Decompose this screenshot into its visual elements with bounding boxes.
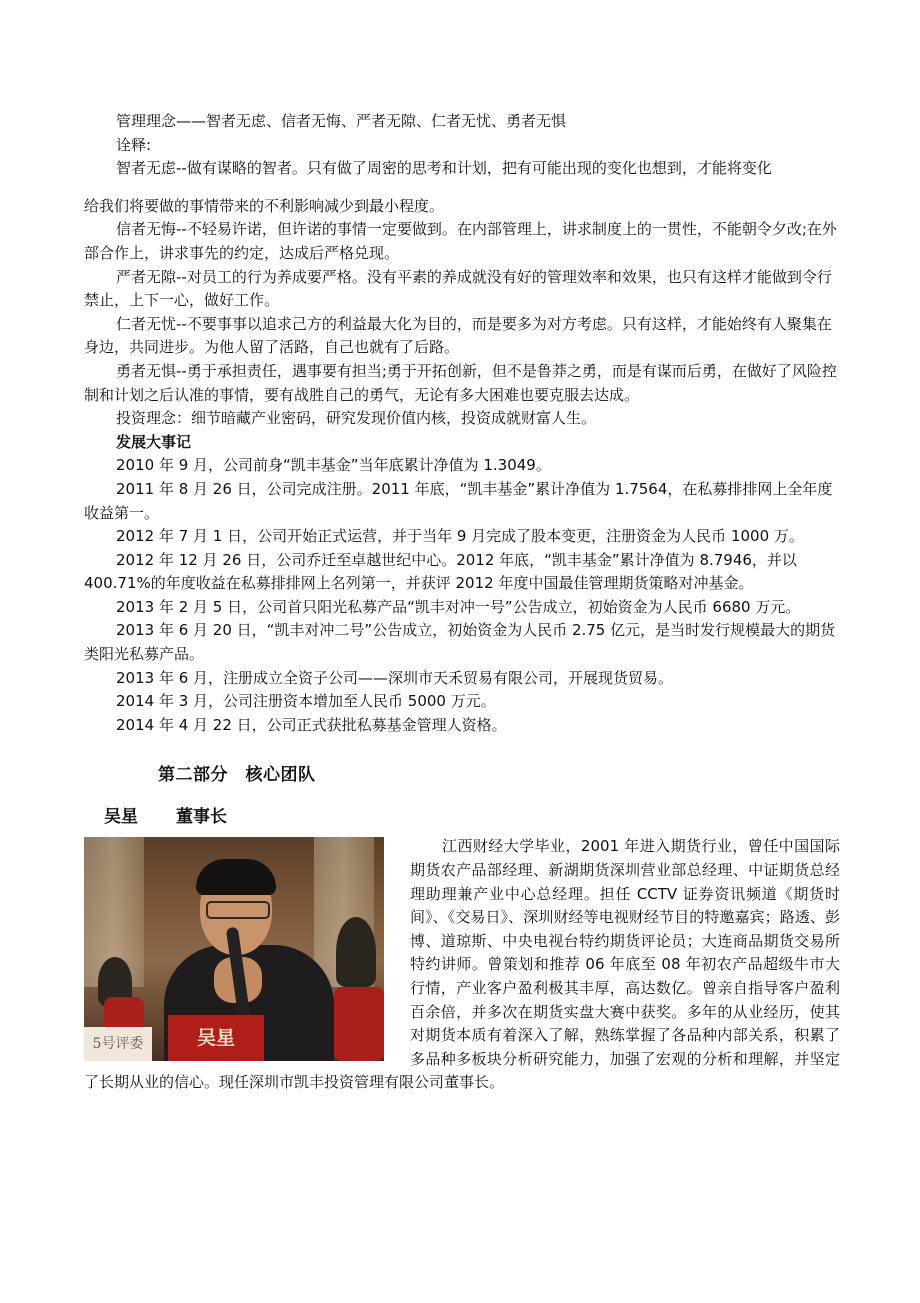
event-item: 2011 年 8 月 26 日，公司完成注册。2011 年底，“凯丰基金”累计净值为 1.7564，在私募排排网上全年度收益第一。 [84, 479, 833, 522]
event-item: 2012 年 7 月 1 日，公司开始正式运营，并于当年 9 月完成了股本变更，注册资金为人民币 1000 万。 [116, 527, 804, 546]
member-role: 董事长 [176, 807, 227, 828]
judge-name-card: 5号评委 [84, 1027, 152, 1061]
speaker-name-card: 吴星 [168, 1015, 264, 1061]
yong-paragraph: 勇者无惧--勇于承担责任，遇事要有担当;勇于开拓创新，但不是鲁莽之勇，而是有谋而后勇，在做好了风险控制和计划之后认准的事情，要有战胜自己的勇气，无论有多大困难也要克服去达成。 [84, 361, 837, 404]
section-title: 第二部分 核心团队 [158, 765, 316, 786]
management-philosophy: 管理理念——智者无虑、信者无悔、严者无隙、仁者无忧、勇者无惧 [116, 112, 567, 130]
member-bio: 江西财经大学毕业，2001 年进入期货行业，曾任中国国际期货农产品部经理、新湖期货深圳营业部总经理、中证期货总经理助理兼产业中心总经理。担任 CCTV 证券资讯频道《期货时间》、《交易日》、深圳财经等电视财经节目的特邀嘉宾；路透、彭博、道琼斯、中央电视台特约期货评论员；大连商品期货交易所特约讲师。曾策划和推荐 06 年底至 08 年初农产品超级牛市大行情，产业客户盈利极其丰厚，高达数亿。曾亲自指导客户盈利百余倍，并多次在期货实盘大赛中获奖。多年的从业经历，使其对期货本质有着深入了解，熟练掌握了各品种内部关系，积累了多品种多板块分析研究能力，加强了宏观的分析和理解，并坚定了长期从业的信心。现任深圳市凯丰投资管理有限公司董事长。 [84, 837, 840, 1092]
background-person [336, 917, 376, 987]
yan-paragraph: 严者无隙--对员工的行为养成要严格。没有平素的养成就没有好的管理效率和效果，也只有这样才能做到令行禁止，上下一心，做好工作。 [84, 267, 832, 310]
member-header [84, 803, 840, 831]
events-heading: 发展大事记 [116, 432, 192, 451]
event-item: 2013 年 2 月 5 日，公司首只阳光私募产品“凯丰对冲一号”公告成立，初始资金为人民币 6680 万元。 [116, 597, 801, 616]
zhi-paragraph-line1: 智者无虑--做有谋略的智者。只有做了周密的思考和计划，把有可能出现的变化也想到，才能将变化 [116, 159, 772, 178]
ren-paragraph: 仁者无忧--不要事事以追求己方的利益最大化为目的，而是要多为对方考虑。只有这样，才能始终有人聚集在身边，共同进步。为他人留了活路，自己也就有了后路。 [84, 314, 832, 357]
xin-paragraph: 信者无悔--不轻易许诺，但许诺的事情一定要做到。在内部管理上，讲求制度上的一贯性，不能朝令夕改;在外部合作上，讲求事先的约定，达成后严格兑现。 [84, 220, 837, 262]
member-bio-block [84, 835, 840, 1095]
explain-label: 诠释: [116, 135, 152, 154]
event-item: 2014 年 3 月，公司注册资本增加至人民币 5000 万元。 [116, 692, 496, 711]
member-photo [84, 837, 384, 1061]
event-item: 2012 年 12 月 26 日，公司乔迁至卓越世纪中心。2012 年底，“凯丰基金”累计净值为 8.7946，并以 400.71%的年度收益在私募排排网上名列第一，并获评 2012 年度中国最佳管理期货策略对冲基金。 [84, 550, 797, 593]
red-chair [334, 987, 384, 1061]
speaker-hair [196, 859, 276, 895]
event-item: 2014 年 4 月 22 日，公司正式获批私募基金管理人资格。 [116, 715, 507, 734]
investment-philosophy: 投资理念：细节暗藏产业密码，研究发现价值内核，投资成就财富人生。 [116, 409, 597, 428]
member-name: 吴星 [104, 807, 138, 828]
event-item: 2013 年 6 月，注册成立全资子公司——深圳市天禾贸易有限公司，开展现货贸易。 [116, 668, 674, 687]
speaker-glasses [206, 901, 270, 919]
event-item: 2013 年 6 月 20 日，“凯丰对冲二号”公告成立，初始资金为人民币 2.75 亿元，是当时发行规模最大的期货类阳光私募产品。 [84, 621, 836, 664]
event-item: 2010 年 9 月，公司前身“凯丰基金”当年底累计净值为 1.3049。 [116, 456, 551, 475]
zhi-paragraph-line2: 给我们将要做的事情带来的不利影响减少到最小程度。 [84, 196, 445, 215]
document-page [84, 110, 840, 1095]
